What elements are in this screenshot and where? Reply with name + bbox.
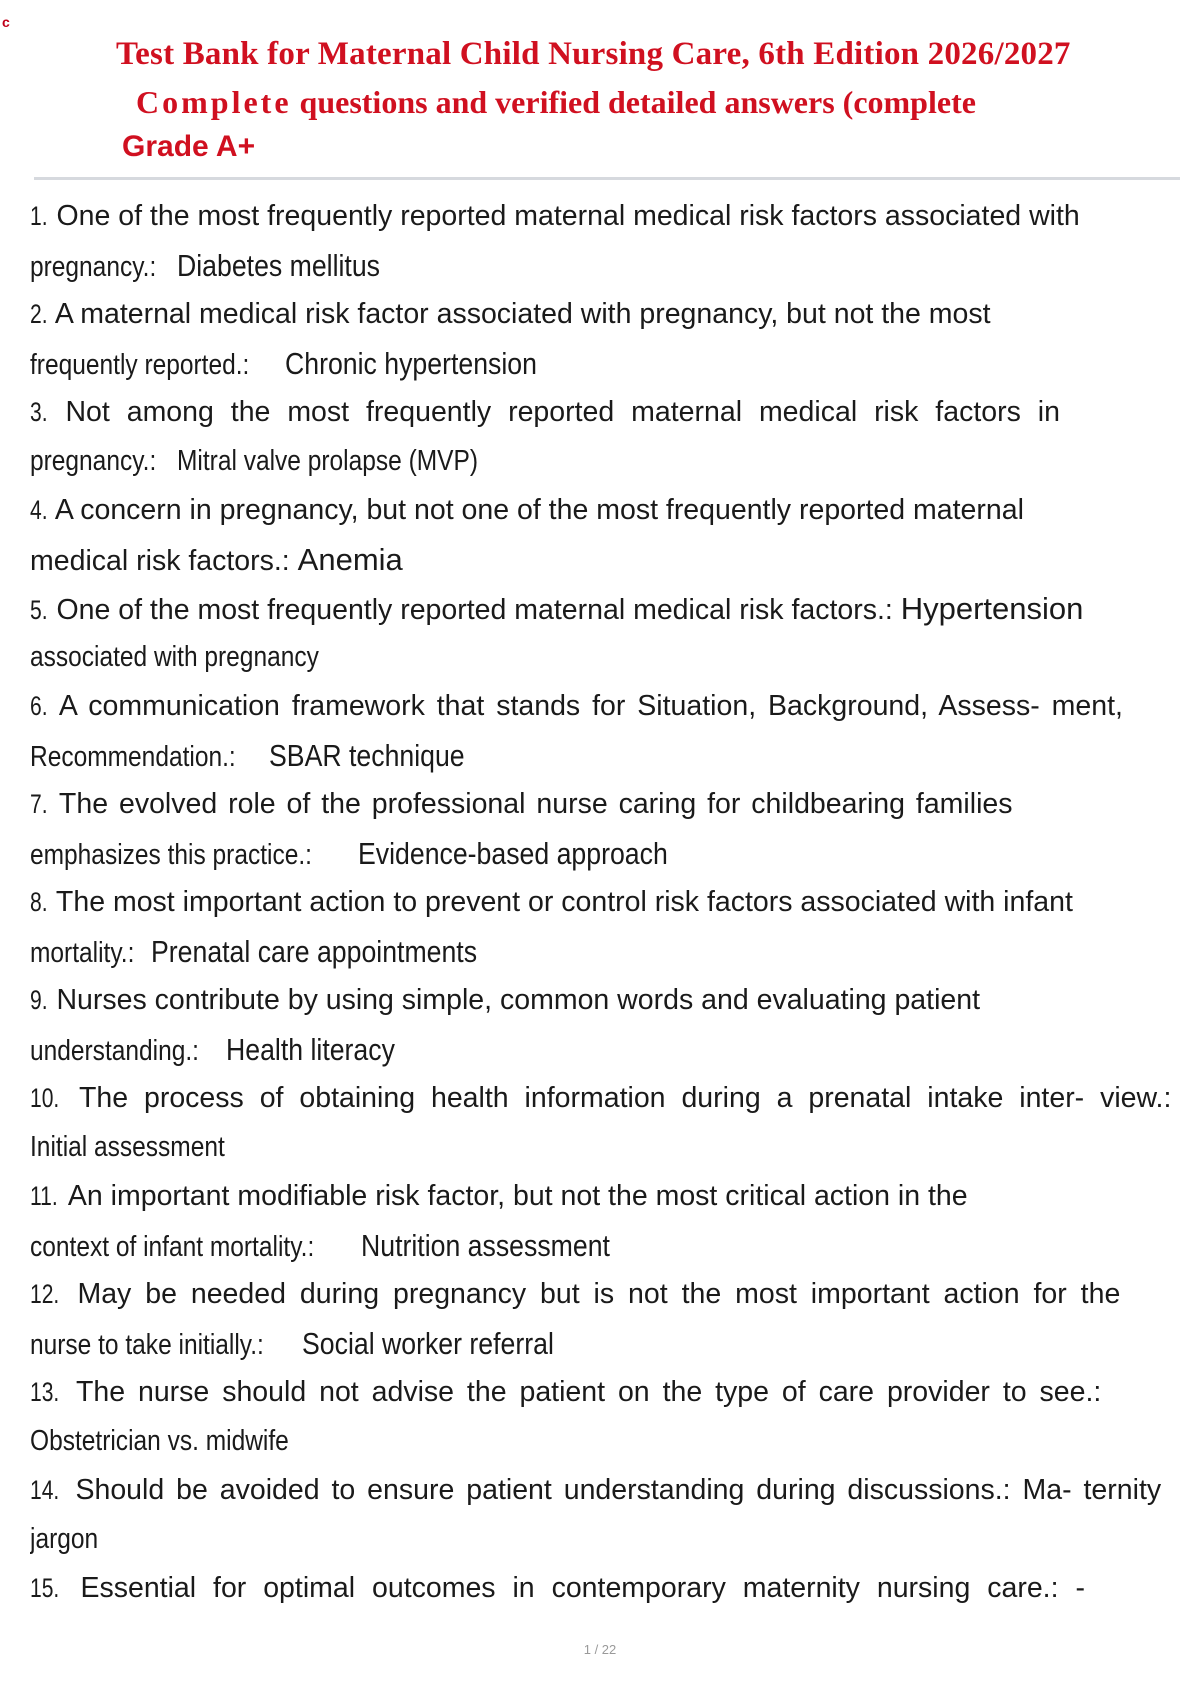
answer-text: Diabetes mellitus xyxy=(176,248,380,283)
answer-text: Hypertension xyxy=(900,591,1084,626)
question-line-2 xyxy=(30,339,1180,388)
item-number: 15. xyxy=(30,1573,60,1603)
question-text xyxy=(30,682,1180,731)
header-divider xyxy=(34,177,1180,180)
qa-item-10 xyxy=(30,1074,1180,1172)
question-text xyxy=(30,486,1180,535)
title-line-2-rest: questions and verified detailed answers (complete xyxy=(291,84,976,120)
question-text xyxy=(30,1172,1180,1221)
document-title-line-1: Test Bank for Maternal Child Nursing Care, 6th Edition 2026/2027 xyxy=(116,36,1071,72)
question-line-2 xyxy=(30,1417,1180,1466)
question-text xyxy=(30,1368,1180,1417)
question-line-2 xyxy=(30,1123,1180,1172)
qa-item-8 xyxy=(30,878,1180,976)
answer-text: Mitral valve prolapse (MVP) xyxy=(176,445,478,477)
qa-item-12 xyxy=(30,1270,1180,1368)
question-line-2 xyxy=(30,241,1180,290)
item-number: 1. xyxy=(30,201,48,231)
title-spaced-word: Complete xyxy=(136,84,292,120)
question-text xyxy=(30,1270,1180,1319)
question-line-2 xyxy=(30,927,1180,976)
question-line-1: The process of obtaining health information during a prenatal intake inter- view.: xyxy=(63,1082,1172,1114)
item-number: 10. xyxy=(30,1083,60,1113)
question-line-2 xyxy=(30,535,1180,584)
page-indicator: 1 / 22 xyxy=(583,1642,617,1657)
question-line-1: Nurses contribute by using simple, common words and evaluating patient xyxy=(48,984,981,1016)
question-text xyxy=(30,1466,1180,1515)
answer-text: Chronic hypertension xyxy=(285,346,538,381)
question-text xyxy=(30,1564,1180,1613)
answer-text: Anemia xyxy=(297,542,403,577)
question-line-2-text: medical risk factors.: xyxy=(30,545,298,577)
item-number: 12. xyxy=(30,1279,60,1309)
qa-item-6 xyxy=(30,682,1180,780)
question-line-2-text: pregnancy.: xyxy=(30,251,157,283)
question-line-2 xyxy=(30,1025,1180,1074)
question-line-2-text: emphasizes this practice.: xyxy=(30,839,312,871)
item-number: 7. xyxy=(30,789,48,819)
item-number: 6. xyxy=(30,691,48,721)
question-text xyxy=(30,290,1180,339)
question-line-1: The evolved role of the professional nurse caring for childbearing families xyxy=(48,788,1013,820)
corner-mark: c xyxy=(2,14,10,30)
question-line-2 xyxy=(30,1221,1180,1270)
document-grade-line: Grade A+ xyxy=(122,130,256,163)
item-number: 11. xyxy=(30,1181,58,1211)
answer-text: Obstetrician vs. midwife xyxy=(30,1425,289,1457)
answer-text: Initial assessment xyxy=(30,1131,225,1163)
question-line-1: A concern in pregnancy, but not one of the most frequently reported maternal xyxy=(48,494,1024,526)
question-text xyxy=(30,780,1180,829)
question-answer-list xyxy=(30,192,1180,1662)
qa-item-3 xyxy=(30,388,1180,486)
qa-item-11 xyxy=(30,1172,1180,1270)
question-line-2 xyxy=(30,1319,1180,1368)
qa-item-13 xyxy=(30,1368,1180,1466)
question-line-1: Essential for optimal outcomes in contemporary maternity nursing care.: - xyxy=(63,1572,1085,1604)
question-line-1: Should be avoided to ensure patient understanding during discussions.: Ma- ternity xyxy=(63,1474,1162,1506)
question-line-2 xyxy=(30,633,1180,682)
question-line-2-text: mortality.: xyxy=(30,937,135,969)
question-text xyxy=(30,192,1180,241)
qa-item-2 xyxy=(30,290,1180,388)
answer-text: SBAR technique xyxy=(269,738,465,773)
answer-text: Prenatal care appointments xyxy=(151,934,478,969)
qa-item-1 xyxy=(30,192,1180,290)
question-line-2-text: Recommendation.: xyxy=(30,741,236,773)
question-line-2-text: associated with pregnancy xyxy=(30,641,319,673)
item-number: 9. xyxy=(30,985,48,1015)
answer-text: jargon xyxy=(30,1523,99,1555)
qa-item-4 xyxy=(30,486,1180,584)
question-line-1: One of the most frequently reported maternal medical risk factors associated with xyxy=(48,200,1080,232)
item-number: 3. xyxy=(30,397,48,427)
question-line-2-text: frequently reported.: xyxy=(30,349,250,381)
document-title-line-2 xyxy=(136,84,1136,121)
question-line-1: The nurse should not advise the patient on the type of care provider to see.: xyxy=(63,1376,1102,1408)
question-text xyxy=(30,1074,1180,1123)
question-line-2 xyxy=(30,731,1180,780)
question-line-1: May be needed during pregnancy but is not the most important action for the xyxy=(63,1278,1121,1310)
question-line-1: A maternal medical risk factor associated with pregnancy, but not the most xyxy=(48,298,991,330)
question-line-1: A communication framework that stands for Situation, Background, Assess- ment, xyxy=(48,690,1123,722)
question-text xyxy=(30,584,1180,633)
item-number: 14. xyxy=(30,1475,60,1505)
question-line-1: The most important action to prevent or control risk factors associated with infant xyxy=(48,886,1073,918)
question-line-2-text: pregnancy.: xyxy=(30,445,157,477)
item-number: 13. xyxy=(30,1377,60,1407)
item-number: 8. xyxy=(30,887,48,917)
answer-text: Social worker referral xyxy=(301,1326,554,1361)
question-line-2 xyxy=(30,437,1180,486)
item-number: 5. xyxy=(30,595,48,625)
question-line-2-text: understanding.: xyxy=(30,1035,199,1067)
question-line-2 xyxy=(30,829,1180,878)
question-text xyxy=(30,976,1180,1025)
question-text xyxy=(30,878,1180,927)
qa-item-14 xyxy=(30,1466,1180,1564)
question-line-1: Not among the most frequently reported maternal medical risk factors in xyxy=(48,396,1060,428)
question-line-2 xyxy=(30,1515,1180,1564)
question-line-1: One of the most frequently reported maternal medical risk factors.: xyxy=(48,594,901,626)
answer-text: Evidence-based approach xyxy=(357,836,668,871)
question-line-2-text: nurse to take initially.: xyxy=(30,1329,264,1361)
answer-text: Nutrition assessment xyxy=(360,1228,610,1263)
qa-item-7 xyxy=(30,780,1180,878)
question-line-1: An important modifiable risk factor, but not the most critical action in the xyxy=(61,1180,968,1212)
qa-item-9 xyxy=(30,976,1180,1074)
question-line-2-text: context of infant mortality.: xyxy=(30,1231,315,1263)
item-number: 4. xyxy=(30,495,48,525)
qa-item-5 xyxy=(30,584,1180,682)
question-text xyxy=(30,388,1180,437)
item-number: 2. xyxy=(30,299,48,329)
answer-text: Health literacy xyxy=(226,1032,396,1067)
